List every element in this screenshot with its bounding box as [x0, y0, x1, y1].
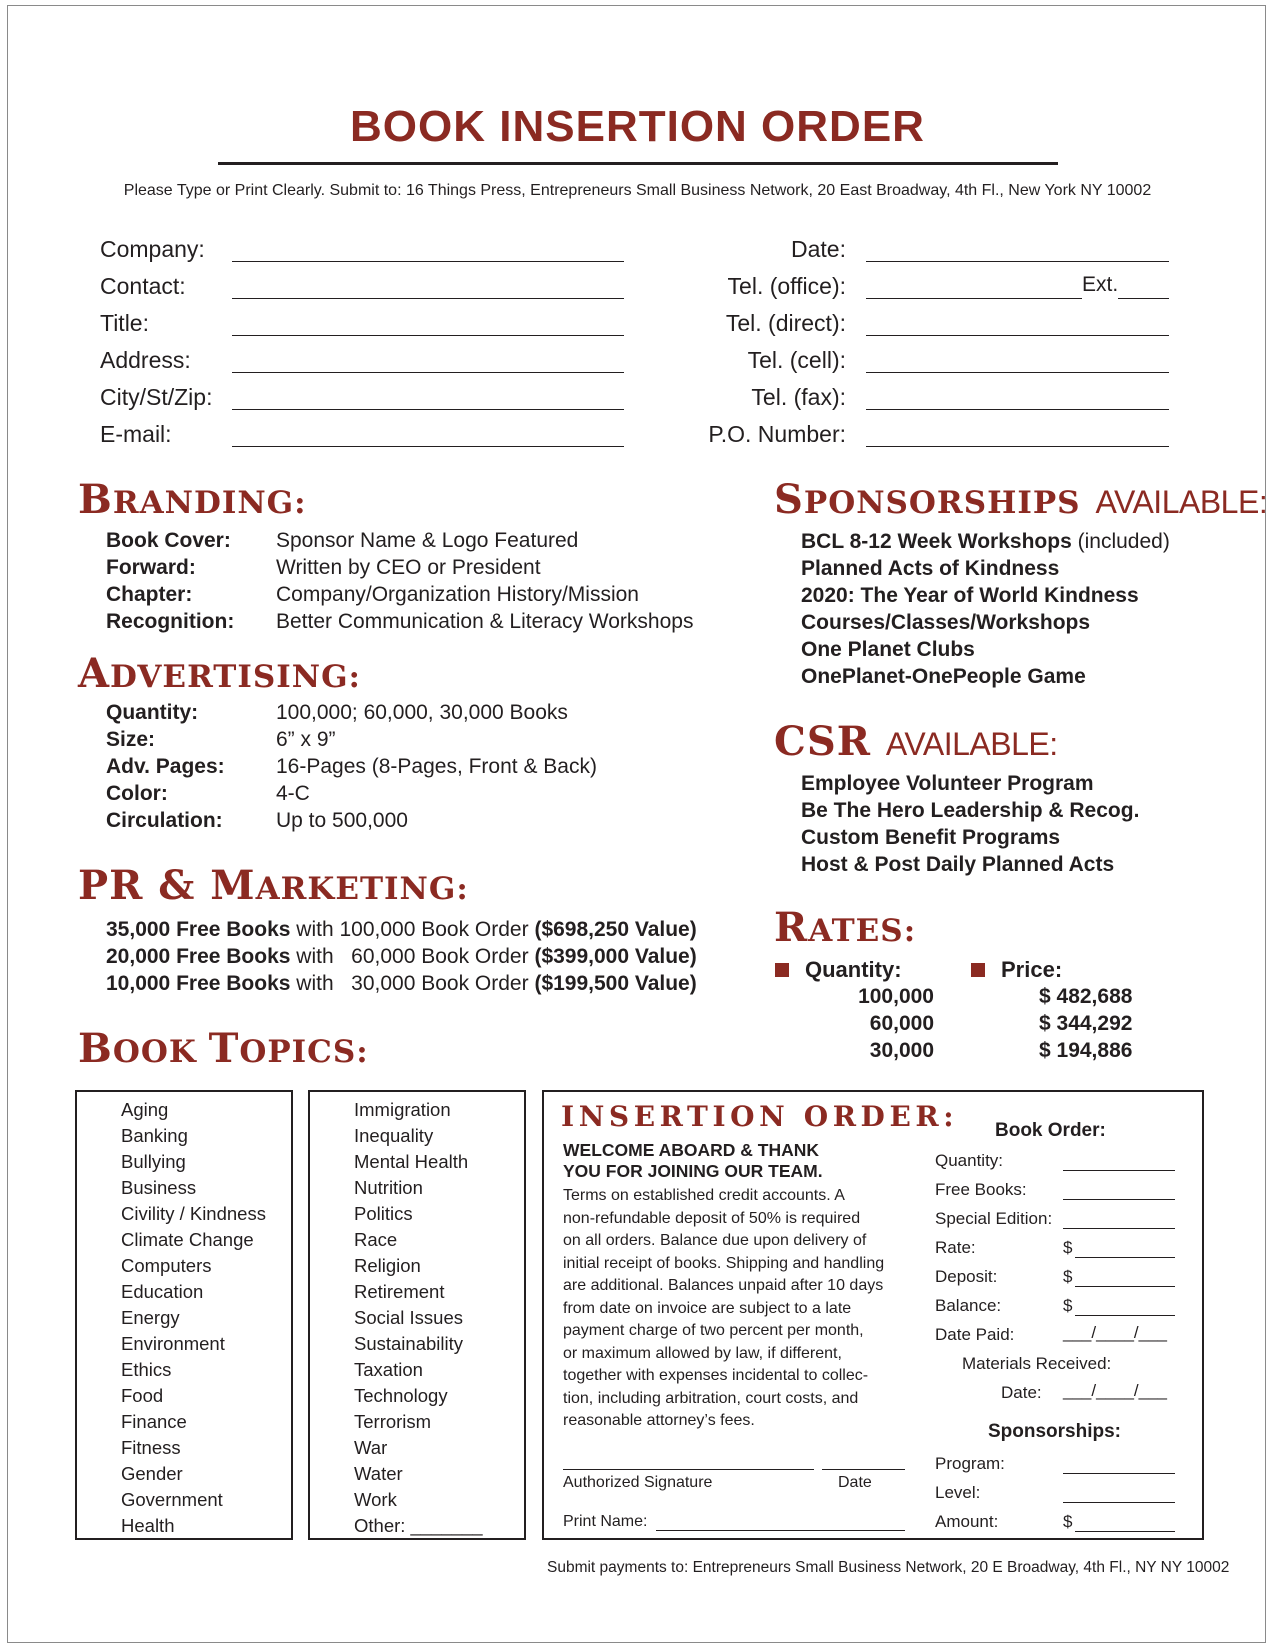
po-number-field[interactable]	[866, 446, 1169, 447]
topic-item[interactable]: War	[354, 1437, 388, 1458]
pr-line-20000: 20,000 Free Books with 60,000 Book Order ($399,000 Value)	[106, 945, 697, 968]
branding-key-forward: Forward:	[106, 556, 196, 579]
io-sponsorships-heading: Sponsorships:	[988, 1421, 1122, 1442]
bo-rate-label: Rate:	[935, 1238, 976, 1257]
topic-item[interactable]: Ethics	[121, 1359, 172, 1380]
topic-item[interactable]: Religion	[354, 1255, 421, 1276]
adv-key-size: Size:	[106, 728, 156, 751]
tel-office-label: Tel. (office):	[727, 273, 846, 299]
topic-item[interactable]: Computers	[121, 1255, 212, 1276]
adv-key-pages: Adv. Pages:	[106, 755, 225, 778]
bo-quantity-label: Quantity:	[935, 1151, 1004, 1170]
contact-field[interactable]	[232, 298, 624, 299]
sponsorship-item: Planned Acts of Kindness	[801, 557, 1060, 580]
topic-item[interactable]: Work	[354, 1489, 397, 1510]
topic-item[interactable]: Climate Change	[121, 1229, 254, 1250]
title-field-label: Title:	[100, 310, 149, 336]
tel-fax-field[interactable]	[866, 409, 1169, 410]
topic-item[interactable]: Other: _______	[354, 1515, 483, 1536]
rates-quantity-header: Quantity:	[805, 957, 902, 982]
topic-item[interactable]: Fitness	[121, 1437, 181, 1458]
sponsorship-item: Courses/Classes/Workshops	[801, 611, 1091, 634]
topic-item[interactable]: Retirement	[354, 1281, 445, 1302]
topic-item[interactable]: Education	[121, 1281, 204, 1302]
quantity-bullet	[775, 963, 789, 982]
tel-office-field[interactable]	[866, 298, 1082, 299]
book-order-heading: Book Order:	[995, 1120, 1106, 1141]
sponsorships-heading: SPONSORSHIPS AVAILABLE:	[774, 476, 1268, 523]
rate-price: $ 482,688	[1039, 985, 1133, 1008]
topics-column-2	[308, 1090, 526, 1540]
rate-quantity: 30,000	[869, 1039, 934, 1062]
materials-date-label: Date:	[1001, 1383, 1042, 1402]
topic-item[interactable]: Terrorism	[354, 1411, 432, 1432]
csr-item: Custom Benefit Programs	[801, 826, 1061, 849]
materials-received-label: Materials Received:	[962, 1354, 1112, 1373]
signature-date-label: Date	[838, 1474, 872, 1491]
bo-deposit-label: Deposit:	[935, 1267, 998, 1286]
branding-value-chapter: Company/Organization History/Mission	[276, 583, 639, 606]
topic-item[interactable]: Technology	[354, 1385, 448, 1406]
title-underline	[218, 162, 1058, 165]
sponsorship-item: BCL 8-12 Week Workshops (included)	[801, 530, 1170, 553]
branding-key-book-cover: Book Cover:	[106, 529, 231, 552]
bo-date-paid-field[interactable]: ___/____/___	[1063, 1323, 1167, 1342]
pr-marketing-heading: PR & MARKETING:	[78, 862, 469, 909]
branding-key-chapter: Chapter:	[106, 583, 193, 606]
bo-date-paid-label: Date Paid:	[935, 1325, 1015, 1344]
city-state-zip-label: City/St/Zip:	[100, 384, 213, 410]
topic-item[interactable]: Sustainability	[354, 1333, 464, 1354]
adv-value-color: 4-C	[276, 782, 310, 805]
sponsorship-item: One Planet Clubs	[801, 638, 975, 661]
terms-text: Terms on established credit accounts. A non-refundable deposit of 50% is required on all orders. Balance due upon delivery of initial receipt of books. Shipping and handling are additional. Balances unpaid after 10 days from date on invoice are subject to a late payment charge of two percent per month, or maximum allowed by law, if different, together with expenses incidental to collec- tion, including arbitration, court costs, and reasonable attorney’s fees.	[563, 1187, 885, 1429]
branding-value-recognition: Better Communication & Literacy Workshops	[276, 610, 694, 633]
adv-key-color: Color:	[106, 782, 168, 805]
tel-cell-field[interactable]	[866, 372, 1169, 373]
csr-heading: CSR AVAILABLE:	[774, 718, 1058, 765]
io-amount-field[interactable]	[1075, 1531, 1175, 1532]
branding-value-forward: Written by CEO or President	[276, 556, 541, 579]
bo-special-edition-field[interactable]	[1063, 1228, 1175, 1229]
io-program-field[interactable]	[1063, 1473, 1175, 1474]
authorized-signature-label: Authorized Signature	[563, 1474, 713, 1491]
address-label: Address:	[100, 347, 191, 373]
rate-price: $ 194,886	[1039, 1039, 1133, 1062]
topic-item[interactable]: Taxation	[354, 1359, 423, 1380]
csr-list	[801, 770, 1139, 878]
pr-line-35000: 35,000 Free Books with 100,000 Book Order ($698,250 Value)	[106, 918, 697, 941]
title-field[interactable]	[232, 335, 624, 336]
price-bullet	[971, 963, 985, 982]
rate-quantity: 100,000	[858, 985, 934, 1008]
topic-item[interactable]: Business	[121, 1177, 197, 1198]
sponsorships-list	[801, 528, 1170, 690]
tel-direct-label: Tel. (direct):	[725, 310, 846, 336]
adv-value-pages: 16-Pages (8-Pages, Front & Back)	[276, 755, 597, 778]
topic-item[interactable]: Race	[354, 1229, 398, 1250]
rates-price-header: Price:	[1001, 957, 1063, 982]
welcome-text: WELCOME ABOARD & THANK YOU FOR JOINING OUR TEAM.	[563, 1140, 823, 1181]
bo-deposit-dollar: $	[1063, 1267, 1073, 1286]
submit-instructions: Please Type or Print Clearly. Submit to: 16 Things Press, Entrepreneurs Small Business Network, 20 East Broadway, 4th Fl., New York NY 10002	[123, 182, 1152, 199]
tel-fax-label: Tel. (fax):	[751, 384, 846, 410]
branding-value-book-cover: Sponsor Name & Logo Featured	[276, 529, 579, 552]
signature-line[interactable]	[563, 1469, 814, 1470]
csr-item: Be The Hero Leadership & Recog.	[801, 799, 1140, 822]
insertion-order-heading: INSERTION ORDER:	[561, 1100, 959, 1133]
bo-balance-label: Balance:	[935, 1296, 1002, 1315]
po-number-label: P.O. Number:	[708, 421, 846, 447]
branding-key-recognition: Recognition:	[106, 610, 235, 633]
email-label: E-mail:	[100, 421, 172, 447]
date-field[interactable]	[866, 261, 1169, 262]
branding-heading: BRANDING:	[78, 476, 307, 523]
ext-label: Ext.	[1082, 273, 1119, 296]
topic-item[interactable]: Social Issues	[354, 1307, 463, 1328]
bo-deposit-field[interactable]	[1075, 1286, 1175, 1287]
bo-rate-field[interactable]	[1075, 1257, 1175, 1258]
book-topics-heading: BOOK TOPICS:	[78, 1025, 369, 1072]
topic-item[interactable]: Politics	[354, 1203, 413, 1224]
contact-label: Contact:	[100, 273, 186, 299]
topic-item[interactable]: Inequality	[354, 1125, 434, 1146]
city-state-zip-field[interactable]	[232, 409, 624, 410]
io-level-field[interactable]	[1063, 1502, 1175, 1503]
print-name-label: Print Name:	[563, 1513, 648, 1530]
pr-line-10000: 10,000 Free Books with 30,000 Book Order ($199,500 Value)	[106, 972, 697, 995]
bo-quantity-field[interactable]	[1063, 1170, 1175, 1171]
signature-date-line[interactable]	[822, 1469, 905, 1470]
io-program-label: Program:	[935, 1454, 1005, 1473]
topic-item[interactable]: Food	[121, 1385, 164, 1406]
adv-value-size: 6” x 9”	[276, 728, 336, 751]
tel-cell-label: Tel. (cell):	[747, 347, 846, 373]
bo-special-edition-label: Special Edition:	[935, 1209, 1053, 1228]
io-amount-label: Amount:	[935, 1512, 999, 1531]
csr-item: Host & Post Daily Planned Acts	[801, 853, 1115, 876]
topic-item[interactable]: Civility / Kindness	[121, 1203, 266, 1224]
topic-item[interactable]: Finance	[121, 1411, 187, 1432]
date-label: Date:	[791, 236, 846, 262]
topic-item[interactable]: Aging	[121, 1099, 169, 1120]
bo-free-books-label: Free Books:	[935, 1180, 1027, 1199]
address-field[interactable]	[232, 372, 624, 373]
materials-date-field[interactable]: ___/____/___	[1063, 1381, 1167, 1400]
email-field[interactable]	[232, 446, 624, 447]
rate-price: $ 344,292	[1039, 1012, 1133, 1035]
topic-item[interactable]: Health	[121, 1515, 175, 1536]
tel-direct-field[interactable]	[866, 335, 1169, 336]
topic-item[interactable]: Energy	[121, 1307, 180, 1328]
topic-item[interactable]: Banking	[121, 1125, 188, 1146]
csr-item: Employee Volunteer Program	[801, 772, 1094, 795]
footer-payment-text: Submit payments to: Entrepreneurs Small Business Network, 20 E Broadway, 4th Fl., NY NY 10002	[547, 1559, 1230, 1576]
ext-field[interactable]	[1118, 298, 1169, 299]
io-level-label: Level:	[935, 1483, 981, 1502]
advertising-heading: ADVERTISING:	[78, 650, 361, 697]
topic-item[interactable]: Bullying	[121, 1151, 186, 1172]
topic-item[interactable]: Nutrition	[354, 1177, 423, 1198]
io-amount-dollar: $	[1063, 1512, 1073, 1531]
rate-quantity: 60,000	[869, 1012, 934, 1035]
bo-rate-dollar: $	[1063, 1238, 1073, 1257]
rates-heading: RATES:	[774, 904, 917, 951]
company-label: Company:	[100, 236, 205, 262]
topics-column-1	[75, 1090, 293, 1540]
sponsorship-item: 2020: The Year of World Kindness	[801, 584, 1139, 607]
bo-balance-field[interactable]	[1075, 1315, 1175, 1316]
bo-free-books-field[interactable]	[1063, 1199, 1175, 1200]
topic-item[interactable]: Environment	[121, 1333, 225, 1354]
adv-key-circulation: Circulation:	[106, 809, 223, 832]
print-name-field[interactable]	[656, 1530, 905, 1531]
topic-item[interactable]: Gender	[121, 1463, 183, 1484]
company-field[interactable]	[232, 261, 624, 262]
bo-balance-dollar: $	[1063, 1296, 1073, 1315]
topic-item[interactable]: Mental Health	[354, 1151, 469, 1172]
adv-value-circulation: Up to 500,000	[276, 809, 408, 832]
sponsorship-item: OnePlanet-OnePeople Game	[801, 665, 1086, 688]
topic-item[interactable]: Government	[121, 1489, 223, 1510]
topic-item[interactable]: Water	[354, 1463, 403, 1484]
topic-item[interactable]: Immigration	[354, 1099, 451, 1120]
adv-value-quantity: 100,000; 60,000, 30,000 Books	[276, 701, 568, 724]
adv-key-quantity: Quantity:	[106, 701, 199, 724]
page-title: BOOK INSERTION ORDER	[350, 102, 925, 151]
